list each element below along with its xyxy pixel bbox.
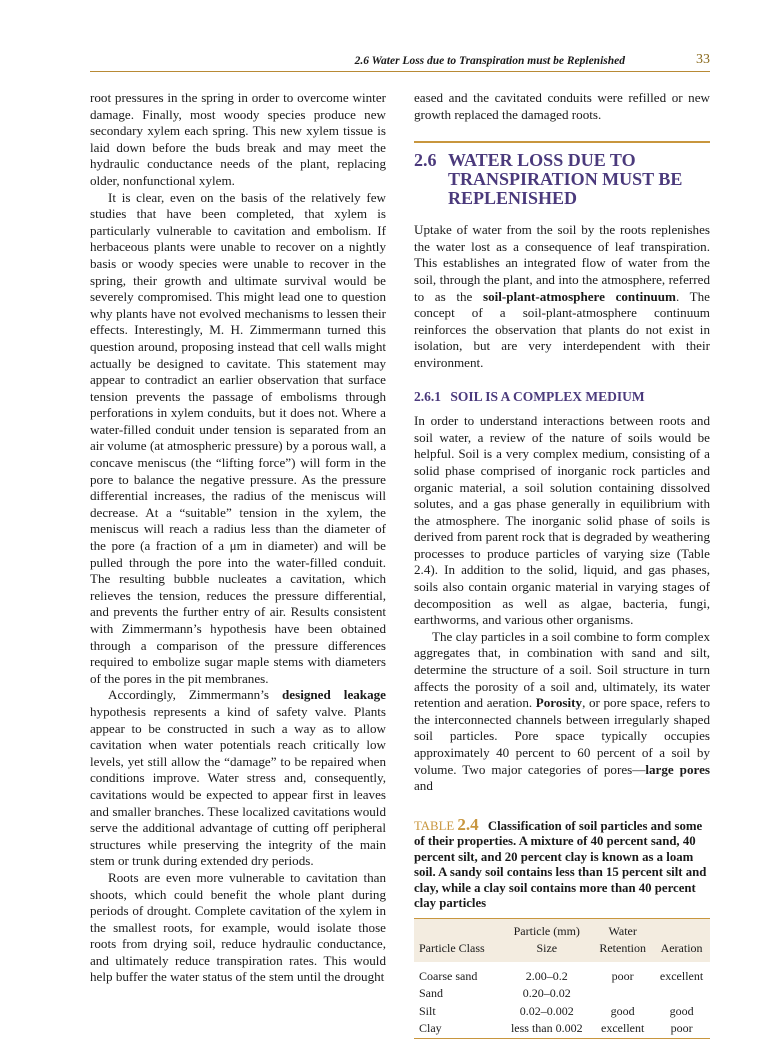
table-cell: excellent [601,1021,645,1036]
subsection-heading [414,389,710,406]
running-header [90,52,710,72]
left-column [90,90,386,986]
right-column [414,90,710,1039]
table-cell: less than 0.002 [510,1021,583,1036]
table-header-row [414,918,710,962]
table-cell: 0.02–0.002 [519,1003,574,1018]
paragraph: The clay particles in a soil combine to form complex aggregates that, in combination with sand and silt, determine the structure of a soil. Soil structure in turn affects the porosity of a soil and, ultimately, its water retention and aeration. Porosity, or pore space, refers to the interconnected channels between irregularly shaped soil particles. Pore space typically occupies approximately 40 percent to 60 percent of a soil by volume. Two major categories of pores—large pores and [414,628,710,794]
table-cell: good [669,1003,694,1018]
running-title: 2.6 Water Loss due to Transpiration must be Replenished [354,55,625,67]
table-cell: Silt [419,1003,436,1018]
soil-particle-table [414,918,710,1039]
paragraph: Uptake of water from the soil by the roots replenishes the water lost as a consequence of leaf transpiration. This establishes an integrated flow of water from the soil, through the plant, and into the atmosphere, referred to as the soil-plant-atmosphere continuum. The concept of a soil-plant-atmosphere continuum reinforces the observation that plants do not exist in isolation, but are very interdependent with their environment. [414,222,710,370]
paragraph: It is clear, even on the basis of the relatively few studies that have been completed, that xylem is particularly vulnerable to cavitation and embolism. If herbaceous plants were unable to recover on a nightly basis or woody species were unable to recover in the spring, their growth and ultimate survival would be severely compromised. This might lead one to question why plants have not evolved mechanisms to lessen their effects. Interestingly, M. H. Zimmermann turned this question around, proposing instead that cell walls might actually be designed to cavitate. This statement may appear to contradict an earlier observation that surface tension prevents the passage of embolisms through perforations in xylem conduits, but it does not. Where a water-filled conduit under tension is separated from an air volume (at atmospheric pressure) by a porous wall, a concave meniscus (the “lifting force”) will form in the pore to balance the negative pressure. As the pressure differential increases, the radius of the meniscus will decrease. At a “suitable” tension in the xylem, the meniscus will reach a radius less than the diameter of the pore (a fraction of a μm in diameter) and will be pulled through the pore into the water-filled conduit. The resulting bubble nucleates a cavitation, which relieves the tension, reduces the pressure differential, and prevents the further entry of air. Results consistent with Zimmermann’s hypothesis have been obtained through a comparison of the pressure differences required to embolize sugar maple stems with diameters of the pores in the pit membranes. [90,189,386,686]
table-row [414,1003,710,1021]
table-row [414,985,710,1003]
table-row [414,1020,710,1038]
table-cell: Clay [419,1021,442,1036]
key-term: designed leakage [282,687,386,703]
table-header: Particle (mm) Size [513,923,580,956]
paragraph: Accordingly, Zimmermann’s designed leakage hypothesis represents a kind of safety valve. Plants appear to be constructed in such a way as to allow cavitation when water potentials reach critically low levels, yet still allow the “damage” to be repaired when conditions improve. Water stress and, consequently, cavitations would be expected to appear first in leaves and smaller branches. These localized cavitations would serve the additional advantage of cutting off peripheral structures while preserving the integrity of the main stem or trunk during extended dry periods. [90,687,386,869]
table-cell: good [610,1003,635,1018]
header-rule [90,71,710,72]
table-caption [414,814,710,912]
table-cell: Coarse sand [419,968,478,983]
table-cell [653,985,710,1003]
key-term: Porosity [535,695,583,711]
table-header: Particle Class [419,941,485,956]
table-cell: Sand [419,986,443,1001]
table-cell [592,985,653,1003]
table-header: Aeration [660,941,703,956]
table-cell: 2.00–0.2 [525,968,568,983]
paragraph: eased and the cavitated conduits were refilled or new growth replaced the damaged roots. [414,90,710,122]
paragraph: Roots are even more vulnerable to cavitation than shoots, which could benefit the whole plant during periods of drought. Complete cavitation of the xylem in the smallest roots, for example, would isolate those roots from drying soil, reduce hydraulic conductance, and ultimately reduce transpiration rates. This would help buffer the water status of the stem until the drought [90,869,386,985]
table-row [414,962,710,986]
section-number: 2.6 [414,150,437,171]
paragraph: root pressures in the spring in order to overcome winter damage. Finally, most woody species produce new secondary xylem each spring. This new xylem tissue is laid down before the buds break and may meet the hydraulic conductance needs of the plant, replacing older, nonfunctional xylem. [90,90,386,188]
table-cell: 0.20–0.02 [522,986,571,1001]
table-cell: poor [670,1021,693,1036]
table-header: Water Retention [599,923,647,956]
paragraph: In order to understand interactions between roots and soil water, a review of the nature of soils would be helpful. Soil is a very complex medium, consisting of a solid phase comprised of inorganic rock particles and organic material, a soil solution containing dissolved solutes, and a gas phase generally in equilibrium with the atmosphere. The inorganic solid phase of soils is derived from parent rock that is degraded by weathering processes to produce particles of varying size (Table 2.4). In addition to the solid, liquid, and gas phases, soils also contain organic material in varying stages of decomposition as well as algae, bacteria, fungi, earthworms, and various other organisms. [414,413,710,628]
subsection-number: 2.6.1 [414,388,441,404]
key-term: soil-plant-atmosphere continuum [482,288,676,304]
table-cell: excellent [659,968,704,983]
subsection-title: SOIL IS A COMPLEX MEDIUM [450,388,645,404]
table-cell: poor [611,968,634,983]
key-term: large pores [645,761,710,777]
page-number: 33 [696,52,710,67]
table-label: TABLE 2.4 [414,814,479,834]
section-heading [414,141,710,208]
table-caption-text: Classification of soil particles and some of their properties. A mixture of 40 percent sand, 40 percent silt, and 20 percent clay is known as a loam soil. A sandy soil contains less than 15 percent silt and clay, while a clay soil contains more than 40 percent clay particles [414,818,707,911]
section-title: WATER LOSS DUE TO TRANSPIRATION MUST BE REPLENISHED [448,150,683,209]
